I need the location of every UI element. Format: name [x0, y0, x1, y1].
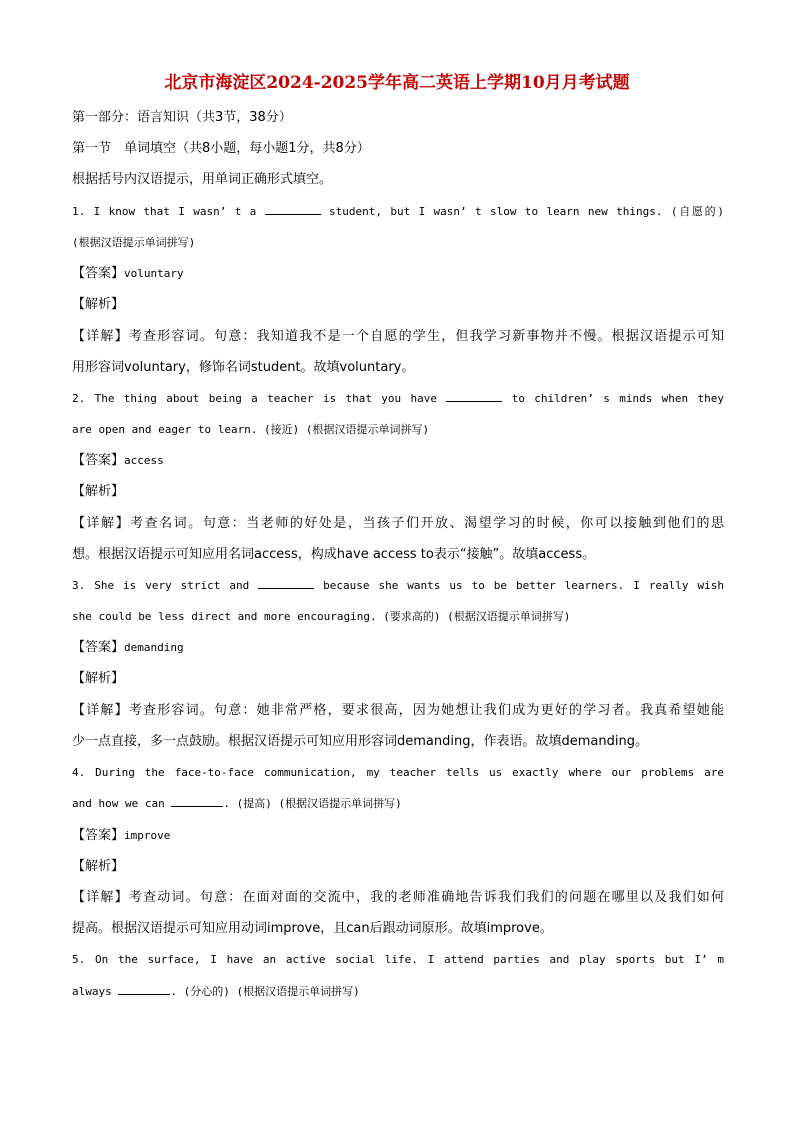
question-2-answer: 【答案】access — [72, 453, 164, 468]
answer-blank — [446, 389, 502, 402]
question-5-line-2: always . (分心的) (根据汉语提示单词拼写) — [72, 982, 724, 1002]
answer-blank — [171, 794, 223, 807]
answer-blank — [258, 576, 314, 589]
question-1-detail-line-2: 用形容词voluntary，修饰名词student。故填voluntary。 — [72, 360, 415, 375]
question-4-answer: 【答案】improve — [72, 828, 171, 843]
question-1-line-1: 1. I know that I wasn’ t a student, but I wasn’ t slow to learn new things. (自愿的) — [72, 202, 724, 222]
page-title: 北京市海淀区2024-2025学年高二英语上学期10月月考试题 — [164, 73, 630, 93]
section-heading: 第一节 单词填空（共8小题，每小题1分，共8分） — [72, 141, 370, 156]
instruction-text: 根据括号内汉语提示，用单词正确形式填空。 — [72, 172, 333, 187]
answer-blank — [118, 982, 170, 995]
question-3-answer: 【答案】demanding — [72, 640, 184, 655]
question-1-analysis-label: 【解析】 — [72, 297, 125, 312]
question-4-line-2: and how we can . (提高) (根据汉语提示单词拼写) — [72, 794, 724, 814]
question-1-answer: 【答案】voluntary — [72, 266, 184, 281]
question-2-line-2: are open and eager to learn. (接近) (根据汉语提示单词拼写) — [72, 423, 430, 436]
question-3-analysis-label: 【解析】 — [72, 671, 125, 686]
question-1-line-2: (根据汉语提示单词拼写) — [72, 236, 196, 249]
question-3-detail-line-2: 少一点直接，多一点鼓励。根据汉语提示可知应用形容词demanding，作表语。故填demanding。 — [72, 734, 648, 749]
question-5-line-1: 5. On the surface, I have an active social life. I attend parties and play sports but I’ m — [72, 953, 724, 966]
part-heading: 第一部分：语言知识（共3节，38分） — [72, 110, 292, 125]
question-2-detail-line-1: 【详解】考查名词。句意：当老师的好处是，当孩子们开放、渴望学习的时候，你可以接触到他们的思 — [72, 516, 724, 531]
question-4-analysis-label: 【解析】 — [72, 859, 125, 874]
question-4-detail-line-1: 【详解】考查动词。句意：在面对面的交流中，我的老师准确地告诉我们我们的问题在哪里以及我们如何 — [72, 890, 724, 905]
question-4-detail-line-2: 提高。根据汉语提示可知应用动词improve，且can后跟动词原形。故填improve。 — [72, 921, 553, 936]
question-1-detail-line-1: 【详解】考查形容词。句意：我知道我不是一个自愿的学生，但我学习新事物并不慢。根据汉语提示可知 — [72, 329, 724, 344]
question-4-line-1: 4. During the face-to-face communication, my teacher tells us exactly where our problems are — [72, 766, 724, 779]
question-2-analysis-label: 【解析】 — [72, 484, 125, 499]
question-3-line-2: she could be less direct and more encouraging. (要求高的) (根据汉语提示单词拼写) — [72, 610, 571, 623]
question-2-detail-line-2: 想。根据汉语提示可知应用名词access，构成have access to表示“接触”。故填access。 — [72, 547, 596, 562]
question-3-detail-line-1: 【详解】考查形容词。句意：她非常严格，要求很高，因为她想让我们成为更好的学习者。我真希望她能 — [72, 703, 724, 718]
question-2-line-1: 2. The thing about being a teacher is that you have to children’ s minds when they — [72, 389, 724, 409]
question-3-line-1: 3. She is very strict and because she wants us to be better learners. I really wish — [72, 576, 724, 596]
answer-blank — [265, 202, 321, 215]
